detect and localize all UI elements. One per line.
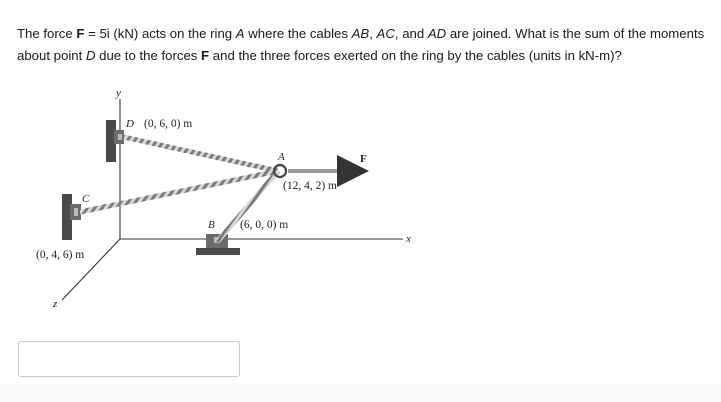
cable-ad — [124, 137, 278, 171]
question-fragment: are joined. What is the sum of the moments about point — [17, 26, 705, 63]
question-fragment: due to the forces — [95, 48, 202, 63]
question-fragment: , — [369, 26, 377, 41]
point-a-label: A — [278, 151, 285, 163]
point-d-coordinates: (0, 6, 0) m — [144, 118, 193, 130]
force-f-label: F — [360, 153, 367, 165]
y-axis-label: y — [116, 87, 121, 99]
x-axis-label: x — [406, 233, 411, 245]
question-fragment: The force — [17, 26, 77, 41]
ring-symbol: A — [235, 26, 245, 41]
point-d-label: D — [126, 118, 134, 130]
point-c-coordinates: (0, 4, 6) m — [36, 249, 85, 261]
point-d-symbol: D — [85, 48, 96, 63]
cable-ad-symbol: AD — [427, 26, 447, 41]
cable-ac-symbol: AC — [376, 26, 395, 41]
point-b-label: B — [208, 219, 215, 231]
answer-input[interactable] — [18, 341, 240, 377]
cable-ab-symbol: AB — [351, 26, 370, 41]
cable-ring-figure — [20, 82, 411, 322]
question-fragment: = 5i (kN) acts on the ring — [84, 26, 236, 41]
question-fragment: , and — [394, 26, 428, 41]
bracket-c-icon — [62, 194, 81, 240]
z-axis-label: z — [53, 298, 58, 310]
question-fragment: where the cables — [244, 26, 352, 41]
point-a-coordinates: (12, 4, 2) m — [283, 180, 337, 192]
question-text — [17, 23, 712, 67]
forces-symbol: F — [201, 48, 210, 63]
question-fragment: and the three forces exerted on the ring by the cables (units in kN-m)? — [209, 48, 622, 63]
force-symbol: F — [76, 26, 85, 41]
point-c-label: C — [82, 193, 90, 205]
bottom-strip — [0, 384, 721, 402]
bracket-d-icon — [106, 120, 124, 162]
point-b-coordinates: (6, 0, 0) m — [240, 219, 289, 231]
